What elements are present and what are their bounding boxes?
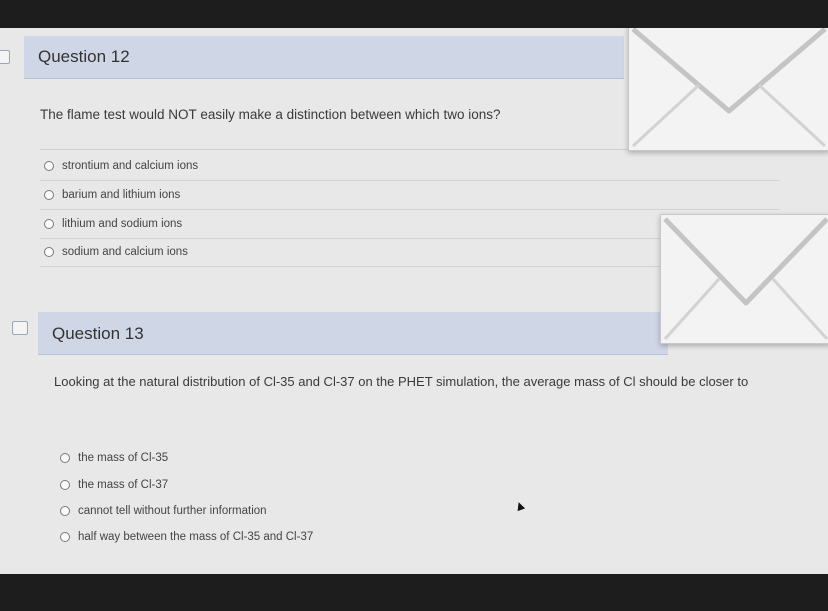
answer-option[interactable] <box>40 181 780 210</box>
flag-icon[interactable] <box>0 50 10 64</box>
answer-label: half way between the mass of Cl-35 and Cl-37 <box>78 531 314 543</box>
radio-button-icon[interactable] <box>44 247 54 257</box>
radio-button-icon[interactable] <box>60 453 70 463</box>
answer-label: strontium and calcium ions <box>62 160 199 172</box>
question-title: Question 12 <box>38 47 130 66</box>
answer-label: barium and lithium ions <box>62 189 181 201</box>
question-13-header <box>38 312 668 355</box>
envelope-icon <box>660 214 828 344</box>
answer-label: the mass of Cl-35 <box>78 452 169 464</box>
question-prompt: The flame test would NOT easily make a distinction between which two ions? <box>40 107 501 122</box>
radio-button-icon[interactable] <box>44 190 54 200</box>
question-title: Question 13 <box>52 324 144 343</box>
radio-button-icon[interactable] <box>60 532 70 542</box>
answer-label: the mass of Cl-37 <box>78 479 169 491</box>
envelope-icon <box>628 28 828 151</box>
answer-option[interactable] <box>56 497 736 525</box>
answer-label: cannot tell without further information <box>78 505 267 517</box>
flag-icon[interactable] <box>12 321 28 335</box>
answer-label: sodium and calcium ions <box>62 246 188 258</box>
quiz-screen <box>0 28 828 574</box>
answer-label: lithium and sodium ions <box>62 218 183 230</box>
answer-options <box>56 442 736 562</box>
radio-button-icon[interactable] <box>60 480 70 490</box>
radio-button-icon[interactable] <box>44 161 54 171</box>
radio-button-icon[interactable] <box>60 506 70 516</box>
radio-button-icon[interactable] <box>44 219 54 229</box>
question-prompt: Looking at the natural distribution of Cl-35 and Cl-37 on the PHET simulation, the average mass of Cl should be closer to <box>54 374 749 389</box>
answer-option[interactable] <box>56 523 736 551</box>
answer-option[interactable] <box>40 152 780 181</box>
answer-option[interactable] <box>56 471 736 499</box>
answer-option[interactable] <box>56 444 736 472</box>
question-12-header <box>24 36 624 79</box>
